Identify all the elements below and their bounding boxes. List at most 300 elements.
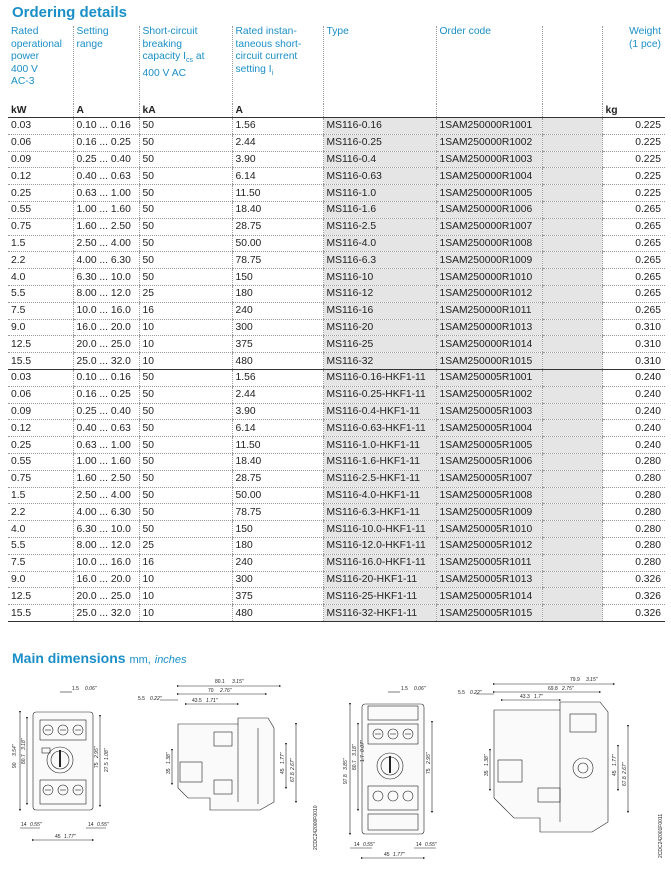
cell-power: 9.0: [8, 319, 73, 336]
unit-kw: kW: [8, 104, 73, 118]
unit-type: [323, 104, 436, 118]
cell-setting-range: 0.16 ... 0.25: [73, 386, 139, 403]
dim-label: 0.06": [414, 686, 426, 692]
cell-setting-range: 8.00 ... 12.0: [73, 285, 139, 302]
cell-setting-range: 6.30 ... 10.0: [73, 521, 139, 538]
cell-setting-range: 0.40 ... 0.63: [73, 168, 139, 185]
cell-type: MS116-0.4-HKF1-11: [323, 403, 436, 420]
cell-power: 0.03: [8, 118, 73, 135]
cell-order-code: 1SAM250000R1001: [436, 118, 542, 135]
cell-type: MS116-0.16-HKF1-11: [323, 369, 436, 386]
cell-order-code: 1SAM250005R1007: [436, 470, 542, 487]
dim-label: 2.67": [290, 758, 296, 770]
dim-label: 75: [426, 768, 432, 774]
dim-label: 14: [354, 842, 360, 848]
cell-breaking-capacity: 10: [139, 588, 232, 605]
cell-order-code: 1SAM250005R1003: [436, 403, 542, 420]
dim-label: 5.5: [458, 690, 465, 696]
cell-type: MS116-0.63-HKF1-11: [323, 420, 436, 437]
cell-setting-range: 1.00 ... 1.60: [73, 201, 139, 218]
cell-breaking-capacity: 50: [139, 118, 232, 135]
cell-power: 12.5: [8, 588, 73, 605]
cell-order-code: 1SAM250000R1011: [436, 302, 542, 319]
table-row: [8, 336, 665, 353]
cell-weight: 0.265: [602, 269, 665, 286]
cell-weight: 0.240: [602, 369, 665, 386]
cell-weight: 0.280: [602, 470, 665, 487]
cell-weight: 0.280: [602, 453, 665, 470]
cell-type: MS116-20-HKF1-11: [323, 571, 436, 588]
dim-label: 0.55": [97, 822, 109, 828]
cell-order-code: 1SAM250000R1008: [436, 235, 542, 252]
cell-power: 0.75: [8, 470, 73, 487]
cell-breaking-capacity: 10: [139, 353, 232, 370]
dim-label: 80.7: [21, 754, 27, 764]
cell-instantaneous-current: 2.44: [232, 386, 323, 403]
table-row: [8, 588, 665, 605]
cell-breaking-capacity: 50: [139, 504, 232, 521]
cell-order-code: 1SAM250005R1014: [436, 588, 542, 605]
cell-instantaneous-current: 480: [232, 605, 323, 622]
cell-instantaneous-current: 2.44: [232, 134, 323, 151]
cell-instantaneous-current: 28.75: [232, 470, 323, 487]
cell-type: MS116-1.6: [323, 201, 436, 218]
cell-weight: 0.225: [602, 118, 665, 135]
dim-label: 75: [94, 762, 100, 768]
cell-breaking-capacity: 50: [139, 453, 232, 470]
cell-breaking-capacity: 16: [139, 302, 232, 319]
cell-power: 4.0: [8, 521, 73, 538]
cell-weight: 0.310: [602, 336, 665, 353]
cell-type: MS116-2.5: [323, 218, 436, 235]
cell-power: 0.03: [8, 369, 73, 386]
dim-label: 0.06": [85, 686, 97, 692]
dim-label: 1.7: [360, 755, 366, 762]
cell-weight: 0.225: [602, 151, 665, 168]
dim-label: 1.77": [280, 752, 286, 764]
cell-blank: [542, 420, 602, 437]
cell-instantaneous-current: 11.50: [232, 185, 323, 202]
cell-breaking-capacity: 25: [139, 285, 232, 302]
cell-type: MS116-16: [323, 302, 436, 319]
cell-weight: 0.326: [602, 588, 665, 605]
dim-label: 14: [21, 822, 27, 828]
cell-breaking-capacity: 50: [139, 369, 232, 386]
cell-instantaneous-current: 3.90: [232, 403, 323, 420]
dim-label: 70: [208, 688, 214, 694]
cell-breaking-capacity: 50: [139, 269, 232, 286]
cell-instantaneous-current: 180: [232, 537, 323, 554]
unit-blank: [542, 104, 602, 118]
cell-order-code: 1SAM250005R1008: [436, 487, 542, 504]
cell-weight: 0.265: [602, 302, 665, 319]
cell-breaking-capacity: 50: [139, 470, 232, 487]
dim-label: 45: [612, 770, 618, 776]
cell-weight: 0.265: [602, 285, 665, 302]
cell-power: 0.25: [8, 185, 73, 202]
table-row: [8, 605, 665, 622]
cell-order-code: 1SAM250000R1012: [436, 285, 542, 302]
dim-label: 2.76": [220, 688, 232, 694]
cell-instantaneous-current: 78.75: [232, 252, 323, 269]
cell-weight: 0.265: [602, 218, 665, 235]
cell-blank: [542, 353, 602, 370]
cell-breaking-capacity: 25: [139, 537, 232, 554]
cell-blank: [542, 201, 602, 218]
dim-label: 1.71": [206, 698, 218, 704]
dim-label: 80.1: [215, 679, 225, 685]
cell-blank: [542, 285, 602, 302]
cell-breaking-capacity: 10: [139, 336, 232, 353]
cell-order-code: 1SAM250000R1005: [436, 185, 542, 202]
cell-breaking-capacity: 50: [139, 420, 232, 437]
table-row: [8, 504, 665, 521]
cell-instantaneous-current: 480: [232, 353, 323, 370]
table-row: [8, 319, 665, 336]
cell-setting-range: 0.40 ... 0.63: [73, 420, 139, 437]
cell-blank: [542, 470, 602, 487]
cell-breaking-capacity: 50: [139, 521, 232, 538]
cell-order-code: 1SAM250005R1002: [436, 386, 542, 403]
cell-type: MS116-4.0-HKF1-11: [323, 487, 436, 504]
cell-weight: 0.326: [602, 571, 665, 588]
table-row: [8, 134, 665, 151]
dim-label: 5.5: [138, 696, 145, 702]
dim-label: 1.5: [72, 686, 79, 692]
cell-order-code: 1SAM250000R1010: [436, 269, 542, 286]
table-row: [8, 554, 665, 571]
cell-breaking-capacity: 50: [139, 235, 232, 252]
cell-setting-range: 16.0 ... 20.0: [73, 319, 139, 336]
cell-instantaneous-current: 28.75: [232, 218, 323, 235]
cell-blank: [542, 252, 602, 269]
cell-order-code: 1SAM250005R1006: [436, 453, 542, 470]
cell-order-code: 1SAM250005R1009: [436, 504, 542, 521]
cell-setting-range: 25.0 ... 32.0: [73, 353, 139, 370]
dim-label: 2.95": [426, 752, 432, 764]
dim-label: 35: [484, 770, 490, 776]
cell-setting-range: 8.00 ... 12.0: [73, 537, 139, 554]
cell-weight: 0.265: [602, 252, 665, 269]
cell-setting-range: 1.60 ... 2.50: [73, 218, 139, 235]
cell-setting-range: 0.25 ... 0.40: [73, 151, 139, 168]
cell-order-code: 1SAM250000R1013: [436, 319, 542, 336]
cell-breaking-capacity: 50: [139, 386, 232, 403]
dim-label: 35: [166, 768, 172, 774]
cell-weight: 0.280: [602, 487, 665, 504]
cell-instantaneous-current: 240: [232, 554, 323, 571]
cell-type: MS116-16.0-HKF1-11: [323, 554, 436, 571]
header-breaking-capacity: Short-circuit breaking capacity $I_{cs}$ at 400 V AC: [139, 26, 232, 104]
cell-blank: [542, 487, 602, 504]
cell-power: 0.12: [8, 420, 73, 437]
cell-order-code: 1SAM250005R1013: [436, 571, 542, 588]
cell-weight: 0.310: [602, 353, 665, 370]
cell-order-code: 1SAM250000R1009: [436, 252, 542, 269]
dim-label: 69.8: [548, 686, 558, 692]
cell-order-code: 1SAM250000R1007: [436, 218, 542, 235]
cell-breaking-capacity: 10: [139, 605, 232, 622]
cell-breaking-capacity: 50: [139, 185, 232, 202]
cell-blank: [542, 537, 602, 554]
dim-label: 3.15": [232, 679, 244, 685]
cell-weight: 0.280: [602, 504, 665, 521]
cell-setting-range: 0.63 ... 1.00: [73, 437, 139, 454]
cell-power: 5.5: [8, 537, 73, 554]
cell-blank: [542, 118, 602, 135]
unit-ka: kA: [139, 104, 232, 118]
cell-type: MS116-12.0-HKF1-11: [323, 537, 436, 554]
cell-blank: [542, 302, 602, 319]
cell-type: MS116-1.6-HKF1-11: [323, 453, 436, 470]
dim-label: 97.8: [343, 774, 349, 784]
cell-order-code: 1SAM250005R1012: [436, 537, 542, 554]
cell-setting-range: 16.0 ... 20.0: [73, 571, 139, 588]
cell-setting-range: 1.00 ... 1.60: [73, 453, 139, 470]
cell-blank: [542, 588, 602, 605]
unit-kg: kg: [602, 104, 665, 118]
cell-type: MS116-32: [323, 353, 436, 370]
cell-setting-range: 4.00 ... 6.30: [73, 504, 139, 521]
cell-blank: [542, 134, 602, 151]
dim-label: 3.18": [352, 744, 358, 756]
cell-power: 0.09: [8, 151, 73, 168]
cell-instantaneous-current: 180: [232, 285, 323, 302]
cell-type: MS116-1.0: [323, 185, 436, 202]
front-view-aux-drawing: [350, 692, 436, 858]
cell-breaking-capacity: 50: [139, 487, 232, 504]
cell-blank: [542, 554, 602, 571]
cell-weight: 0.240: [602, 420, 665, 437]
cell-instantaneous-current: 375: [232, 336, 323, 353]
cell-instantaneous-current: 375: [232, 588, 323, 605]
cell-order-code: 1SAM250000R1004: [436, 168, 542, 185]
dim-label: 3.15": [586, 677, 598, 683]
table-row: [8, 420, 665, 437]
header-power: Rated operational power 400 V AC-3: [11, 26, 62, 87]
cell-setting-range: 0.25 ... 0.40: [73, 403, 139, 420]
cell-blank: [542, 504, 602, 521]
table-row: [8, 218, 665, 235]
cell-breaking-capacity: 16: [139, 554, 232, 571]
cell-breaking-capacity: 50: [139, 134, 232, 151]
dim-label: 67.8: [290, 772, 296, 782]
cell-order-code: 1SAM250000R1002: [436, 134, 542, 151]
side-view-drawing: [160, 686, 296, 810]
cell-instantaneous-current: 3.90: [232, 151, 323, 168]
cell-type: MS116-0.4: [323, 151, 436, 168]
cell-type: MS116-12: [323, 285, 436, 302]
cell-weight: 0.225: [602, 185, 665, 202]
table-row: [8, 252, 665, 269]
cell-setting-range: 0.10 ... 0.16: [73, 118, 139, 135]
cell-instantaneous-current: 300: [232, 571, 323, 588]
cell-setting-range: 0.63 ... 1.00: [73, 185, 139, 202]
table-row: [8, 537, 665, 554]
cell-weight: 0.326: [602, 605, 665, 622]
cell-breaking-capacity: 50: [139, 403, 232, 420]
table-row: [8, 369, 665, 386]
cell-power: 2.2: [8, 252, 73, 269]
dim-label: 1.77": [393, 852, 405, 858]
cell-order-code: 1SAM250000R1015: [436, 353, 542, 370]
cell-instantaneous-current: 1.56: [232, 369, 323, 386]
dim-label: 1.7": [534, 694, 543, 700]
cell-weight: 0.310: [602, 319, 665, 336]
cell-instantaneous-current: 78.75: [232, 504, 323, 521]
cell-breaking-capacity: 50: [139, 201, 232, 218]
cell-power: 7.5: [8, 554, 73, 571]
cell-order-code: 1SAM250005R1011: [436, 554, 542, 571]
cell-type: MS116-10.0-HKF1-11: [323, 521, 436, 538]
cell-setting-range: 1.60 ... 2.50: [73, 470, 139, 487]
drawing-code: 2CDC242000F0010: [313, 805, 319, 850]
cell-setting-range: 0.16 ... 0.25: [73, 134, 139, 151]
cell-instantaneous-current: 50.00: [232, 235, 323, 252]
dim-label: 45: [280, 768, 286, 774]
cell-instantaneous-current: 11.50: [232, 437, 323, 454]
dimension-drawings: [0, 672, 671, 870]
dim-label: 1.38": [166, 752, 172, 764]
dim-label: 0.55": [363, 842, 375, 848]
cell-type: MS116-25: [323, 336, 436, 353]
cell-order-code: 1SAM250000R1003: [436, 151, 542, 168]
dim-label: 14: [416, 842, 422, 848]
cell-blank: [542, 235, 602, 252]
dim-label: 43.5: [192, 698, 202, 704]
cell-blank: [542, 437, 602, 454]
cell-order-code: 1SAM250000R1006: [436, 201, 542, 218]
cell-power: 0.25: [8, 437, 73, 454]
header-blank: [542, 26, 602, 104]
header-order-code: Order code: [436, 26, 542, 104]
cell-power: 0.06: [8, 134, 73, 151]
dim-label: 0.07": [360, 740, 366, 752]
dim-label: 1.38": [484, 754, 490, 766]
cell-order-code: 1SAM250005R1004: [436, 420, 542, 437]
table-row: [8, 470, 665, 487]
cell-power: 0.75: [8, 218, 73, 235]
cell-type: MS116-32-HKF1-11: [323, 605, 436, 622]
cell-weight: 0.240: [602, 437, 665, 454]
table-row: [8, 521, 665, 538]
cell-type: MS116-0.25: [323, 134, 436, 151]
ordering-table: [8, 26, 665, 622]
cell-type: MS116-2.5-HKF1-11: [323, 470, 436, 487]
cell-power: 5.5: [8, 285, 73, 302]
cell-setting-range: 20.0 ... 25.0: [73, 588, 139, 605]
dim-label: 90: [12, 762, 18, 768]
table-row: [8, 118, 665, 135]
cell-breaking-capacity: 50: [139, 168, 232, 185]
cell-power: 4.0: [8, 269, 73, 286]
cell-power: 15.5: [8, 605, 73, 622]
cell-weight: 0.240: [602, 403, 665, 420]
table-row: [8, 151, 665, 168]
cell-setting-range: 2.50 ... 4.00: [73, 235, 139, 252]
cell-blank: [542, 269, 602, 286]
table-row: [8, 353, 665, 370]
header-weight: Weight (1 pce): [602, 26, 665, 104]
cell-order-code: 1SAM250005R1010: [436, 521, 542, 538]
cell-blank: [542, 403, 602, 420]
dim-label: 2.67": [622, 762, 628, 774]
cell-type: MS116-25-HKF1-11: [323, 588, 436, 605]
cell-type: MS116-0.16: [323, 118, 436, 135]
dim-label: 0.22": [470, 690, 482, 696]
table-row: [8, 302, 665, 319]
cell-weight: 0.240: [602, 386, 665, 403]
cell-weight: 0.265: [602, 201, 665, 218]
cell-breaking-capacity: 50: [139, 218, 232, 235]
cell-setting-range: 25.0 ... 32.0: [73, 605, 139, 622]
cell-type: MS116-20: [323, 319, 436, 336]
cell-instantaneous-current: 50.00: [232, 487, 323, 504]
section-title-dimensions: Main dimensions mm, inches: [12, 650, 187, 666]
cell-type: MS116-0.63: [323, 168, 436, 185]
cell-breaking-capacity: 50: [139, 151, 232, 168]
cell-power: 0.55: [8, 453, 73, 470]
cell-power: 9.0: [8, 571, 73, 588]
header-setting-range: Setting range: [73, 26, 139, 104]
cell-type: MS116-0.25-HKF1-11: [323, 386, 436, 403]
cell-order-code: 1SAM250005R1005: [436, 437, 542, 454]
cell-blank: [542, 168, 602, 185]
dim-label: 3.18": [21, 738, 27, 750]
cell-blank: [542, 185, 602, 202]
cell-order-code: 1SAM250005R1015: [436, 605, 542, 622]
cell-instantaneous-current: 18.40: [232, 453, 323, 470]
dim-label: 1.77": [64, 834, 76, 840]
cell-weight: 0.280: [602, 537, 665, 554]
cell-blank: [542, 571, 602, 588]
cell-power: 7.5: [8, 302, 73, 319]
cell-weight: 0.265: [602, 235, 665, 252]
cell-instantaneous-current: 1.56: [232, 118, 323, 135]
cell-power: 12.5: [8, 336, 73, 353]
cell-setting-range: 6.30 ... 10.0: [73, 269, 139, 286]
cell-setting-range: 0.10 ... 0.16: [73, 369, 139, 386]
dim-label: 1.5: [401, 686, 408, 692]
drawing-code: 2CDC242001F0011: [658, 813, 664, 858]
header-type: Type: [323, 26, 436, 104]
dim-label: 67.8: [622, 776, 628, 786]
cell-setting-range: 10.0 ... 16.0: [73, 302, 139, 319]
cell-instantaneous-current: 150: [232, 521, 323, 538]
cell-power: 0.12: [8, 168, 73, 185]
cell-breaking-capacity: 10: [139, 571, 232, 588]
cell-instantaneous-current: 18.40: [232, 201, 323, 218]
cell-breaking-capacity: 50: [139, 437, 232, 454]
dim-label: 3.85": [343, 758, 349, 770]
cell-power: 1.5: [8, 487, 73, 504]
table-row: [8, 201, 665, 218]
cell-type: MS116-4.0: [323, 235, 436, 252]
dim-label: 1.08": [104, 748, 110, 760]
table-row: [8, 269, 665, 286]
dim-label: 1.77": [612, 754, 618, 766]
dim-label: 0.55": [425, 842, 437, 848]
cell-power: 2.2: [8, 504, 73, 521]
unit-a: A: [73, 104, 139, 118]
cell-breaking-capacity: 10: [139, 319, 232, 336]
table-row: [8, 487, 665, 504]
cell-power: 0.06: [8, 386, 73, 403]
dim-label: 0.22": [150, 696, 162, 702]
table-row: [8, 453, 665, 470]
unit-a: A: [232, 104, 323, 118]
dim-label: 45: [384, 852, 390, 858]
